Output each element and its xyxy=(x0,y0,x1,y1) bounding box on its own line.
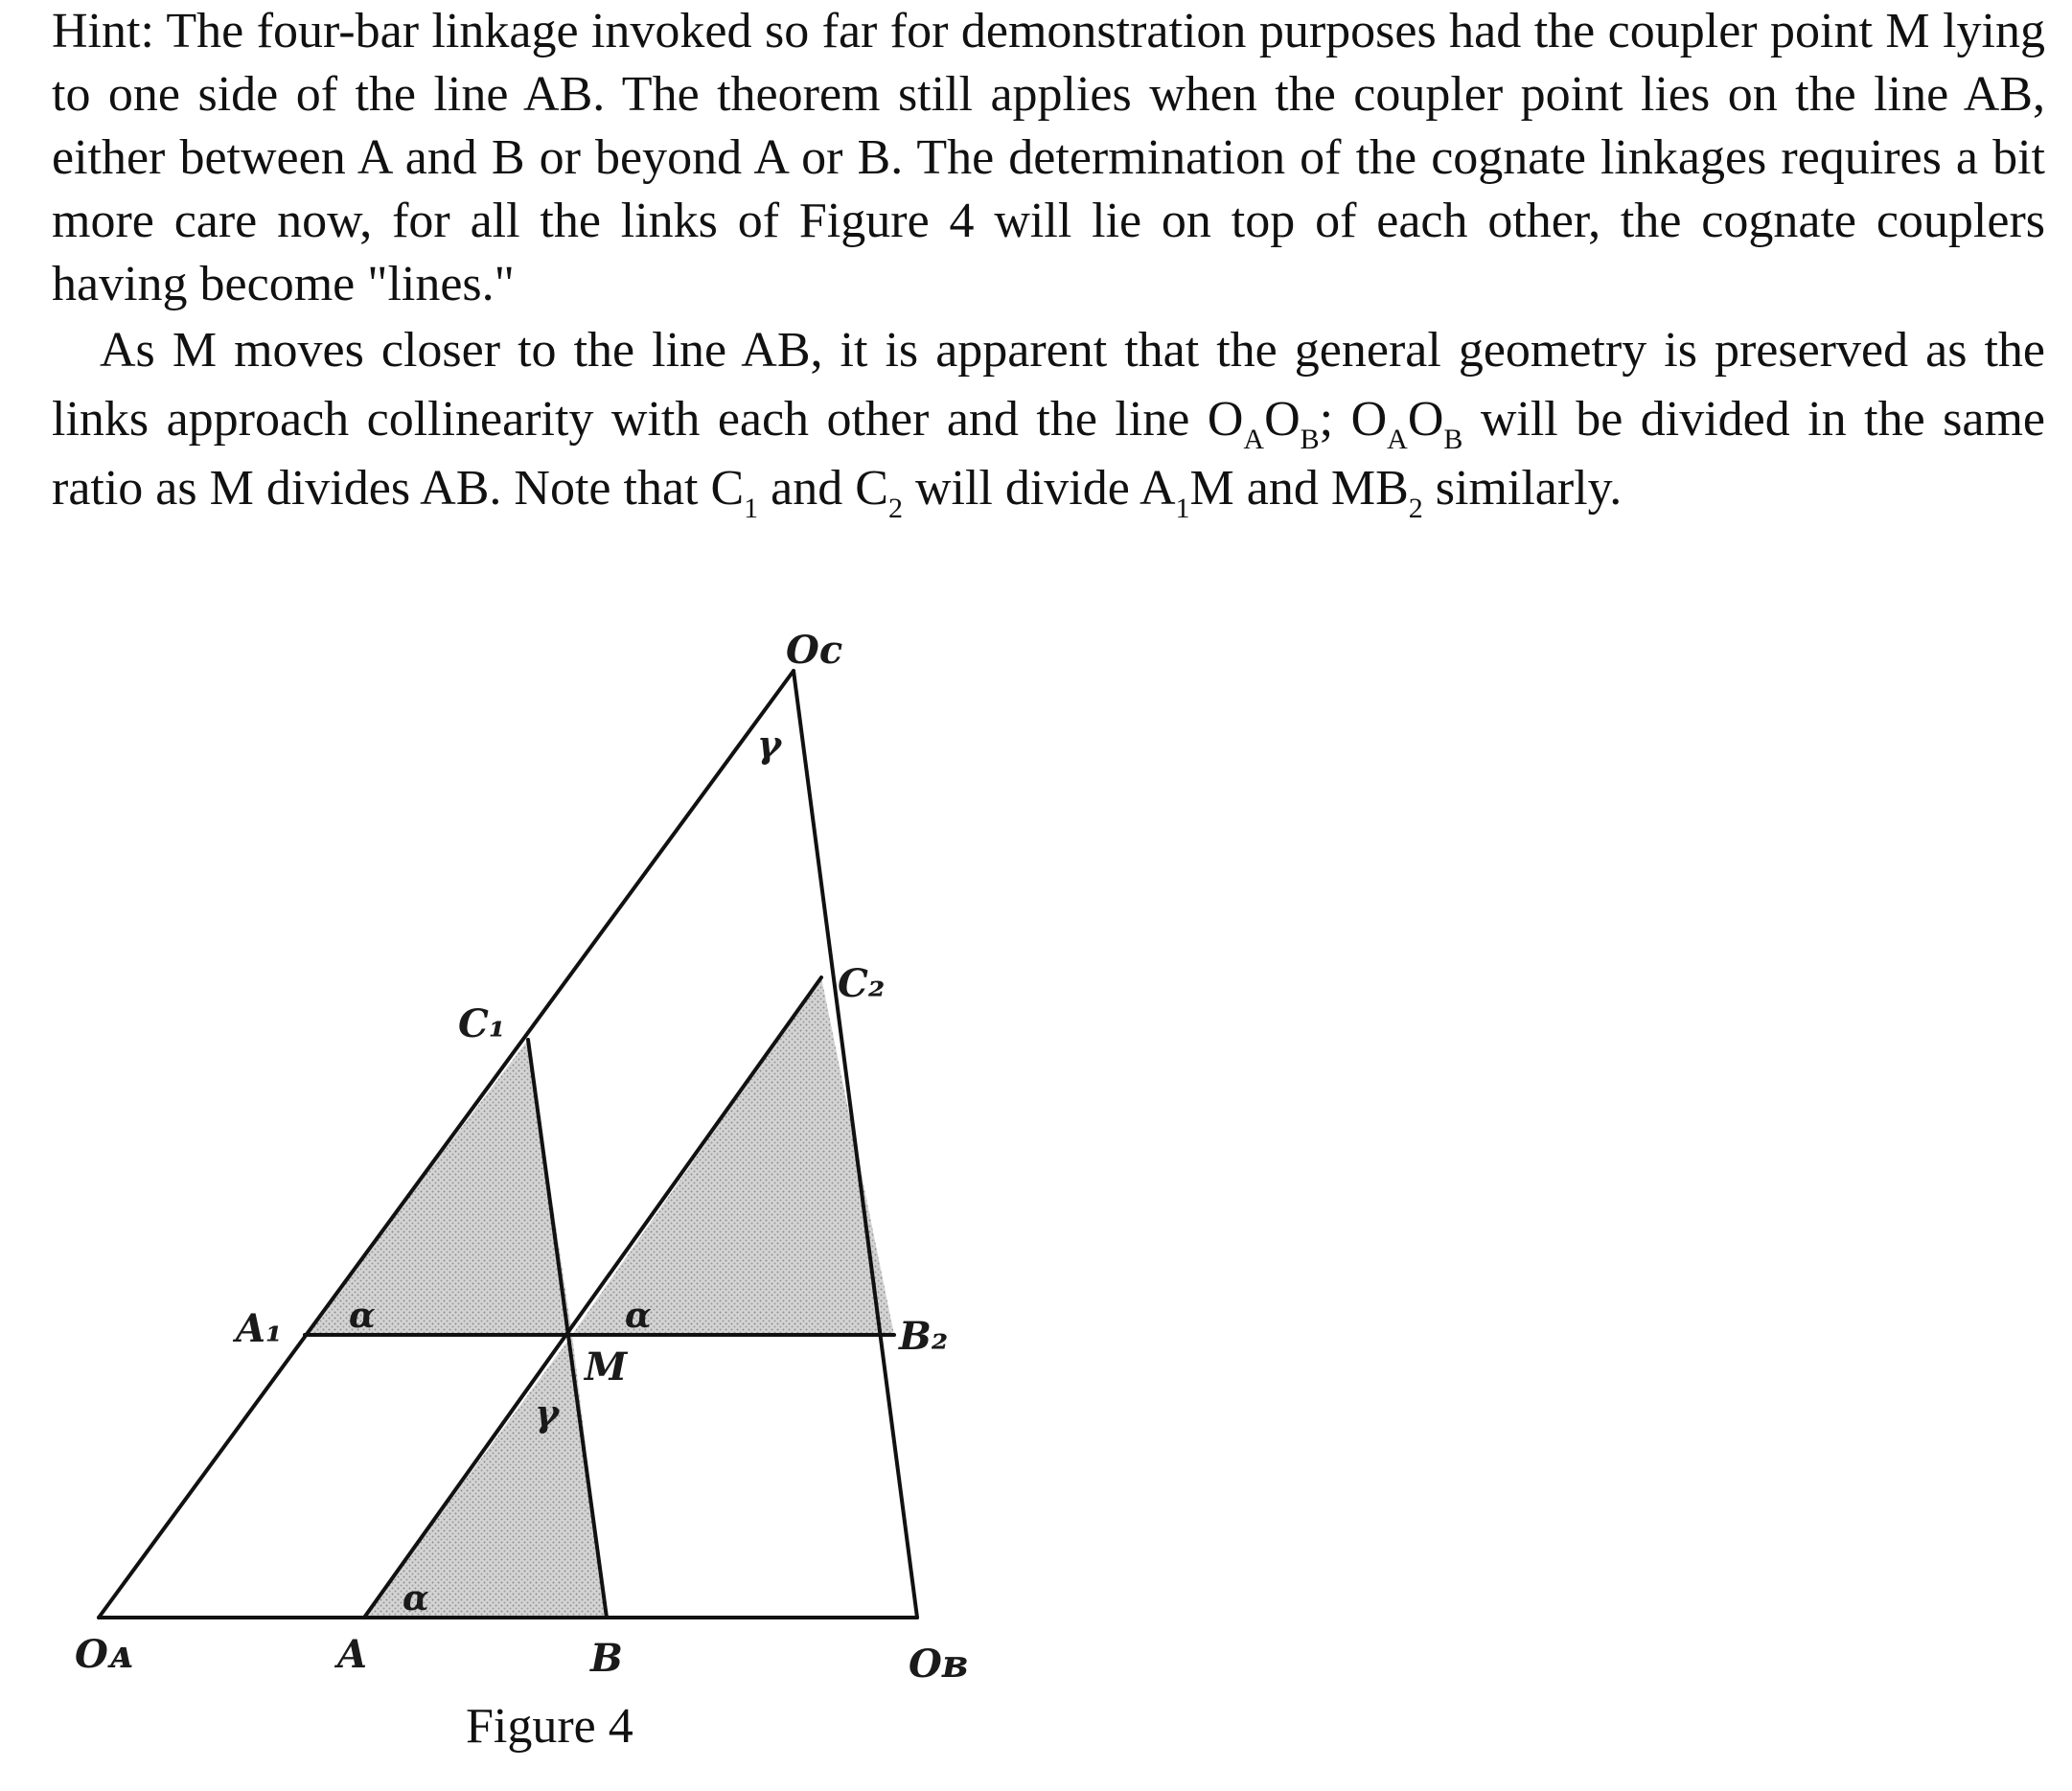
p2-c1: C xyxy=(710,461,745,516)
p2-a1-sub: 1 xyxy=(1175,493,1190,524)
p2-o3: O xyxy=(1350,392,1388,447)
label-c2: C₂ xyxy=(838,961,886,1006)
label-m: M xyxy=(585,1344,628,1389)
p2-a1: A xyxy=(1139,461,1176,516)
label-a1: A₁ xyxy=(236,1306,283,1351)
p2-c2-sub: 2 xyxy=(887,493,903,524)
label-alpha-left: α xyxy=(349,1296,376,1336)
label-oa: Oᴀ xyxy=(75,1632,133,1677)
label-alpha-mid: α xyxy=(625,1296,652,1336)
p2-part4: similarly. xyxy=(1422,461,1623,516)
p2-sub-b2: B xyxy=(1443,424,1463,455)
p2-c2: C xyxy=(855,461,888,516)
label-ob: Oʙ xyxy=(909,1642,969,1687)
p2-sub-a1: A xyxy=(1243,424,1265,455)
p2-and: and xyxy=(758,461,856,516)
p2-sub-b1: B xyxy=(1300,424,1320,455)
label-alpha-bottom: α xyxy=(403,1578,429,1619)
p2-c1-sub: 1 xyxy=(744,493,759,524)
link-oa-oc xyxy=(99,671,794,1618)
shaded-triangle-bottom xyxy=(364,1335,607,1618)
p2-o4: O xyxy=(1407,392,1444,447)
shaded-triangle-c1 xyxy=(305,1040,572,1335)
label-b2: B₂ xyxy=(899,1314,949,1359)
p2-o2: O xyxy=(1264,392,1301,447)
label-b: B xyxy=(590,1636,623,1681)
p2-sub-a2: A xyxy=(1387,424,1408,455)
p2-sep: ; xyxy=(1319,392,1351,447)
shaded-triangle-c2 xyxy=(572,977,894,1335)
p2-part2: will be divided in the same ratio as M divides AB. Note that xyxy=(52,392,2045,516)
label-a: A xyxy=(337,1632,368,1677)
label-c1: C₁ xyxy=(458,1001,506,1046)
p2-b2-sub: 2 xyxy=(1408,493,1423,524)
p2-part3: will divide xyxy=(902,461,1140,516)
p2-m: M and MB xyxy=(1189,461,1409,516)
label-oc: Oc xyxy=(786,628,843,673)
p2-part1: As M moves closer to the line AB, it is apparent that the general geometry is preserved as the links approach collinearity with each other and the line xyxy=(52,323,2045,447)
label-gamma-mid: γ xyxy=(535,1391,560,1435)
paragraph-hint: Hint: The four-bar linkage invoked so far for demonstration purposes had the coupler point M lying to one side of the line AB. The theorem still applies when the coupler point lies on the line AB, either between A and B or beyond A or B. The determination of the cognate linkages requires a bit more care now, for all the links of Figure 4 will lie on top of each other, the cognate couplers having become "lines." xyxy=(52,4,2045,311)
label-gamma-top: γ xyxy=(757,723,782,766)
p2-o1: O xyxy=(1207,392,1244,447)
figure-caption: Figure 4 xyxy=(466,1699,633,1754)
